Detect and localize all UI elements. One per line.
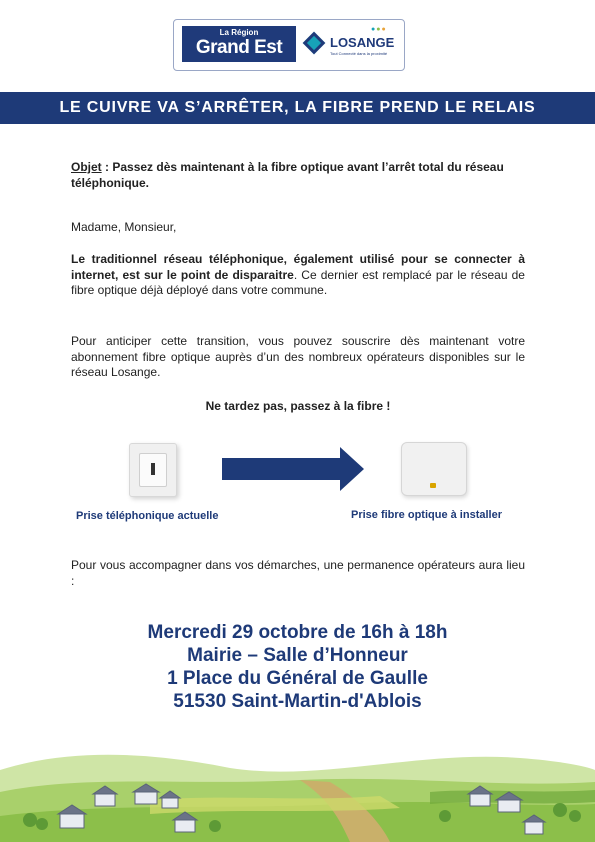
object-label: Objet (71, 160, 102, 174)
arrow-right-icon (222, 447, 364, 491)
region-logo-big-text: Grand Est (195, 37, 283, 58)
call-to-action: Ne tardez pas, passez à la fibre ! (205, 399, 391, 413)
banner-title: LE CUIVRE VA S’ARRÊTER, LA FIBRE PREND LE RELAIS (59, 99, 536, 116)
event-date: Mercredi 29 octobre de 16h à 18h (147, 622, 448, 643)
caption-current-socket: Prise téléphonique actuelle (76, 510, 219, 522)
object-text: : Passez dès maintenant à la fibre optique avant l’arrêt total du réseau téléphonique. (71, 160, 504, 190)
paragraph-2: Pour anticiper cette transition, vous pouvez souscrire dès maintenant votre abonnement fibre optique auprès d’un des nombreux opérateurs disponibles sur le réseau Losange. (71, 334, 525, 379)
title-banner (0, 92, 595, 124)
greeting: Madame, Monsieur, (71, 220, 177, 234)
phone-socket-image (129, 443, 177, 497)
losange-diamond-icon (303, 32, 326, 55)
header-logos (173, 19, 405, 71)
event-address: 1 Place du Général de Gaulle (167, 668, 428, 689)
losange-dots-icon: ●●● (371, 26, 387, 33)
paragraph-3: Pour vous accompagner dans vos démarches, une permanence opérateurs aura lieu : (71, 558, 525, 588)
losange-logo-text: LOSANGE (330, 35, 395, 50)
paragraph-1 (71, 252, 525, 299)
region-logo-small-text: La Région (219, 28, 259, 37)
event-city: 51530 Saint-Martin-d'Ablois (173, 691, 422, 712)
landscape-illustration (0, 730, 595, 842)
paragraph-1-rest: . Ce dernier est remplacé par le réseau de fibre optique déjà déployé dans votre commune. (71, 267, 525, 297)
region-grand-est-logo (182, 26, 296, 62)
event-venue: Mairie – Salle d’Honneur (187, 645, 408, 666)
letter-object (71, 160, 525, 191)
losange-tagline: Tout Connecté dans la proximité (330, 51, 388, 56)
fiber-outlet-image (401, 442, 467, 496)
paragraph-1-bold: Le traditionnel réseau téléphonique, également utilisé pour se connecter à internet, est sur le point de disparaitre (71, 252, 525, 282)
caption-fiber-socket: Prise fibre optique à installer (351, 509, 502, 521)
